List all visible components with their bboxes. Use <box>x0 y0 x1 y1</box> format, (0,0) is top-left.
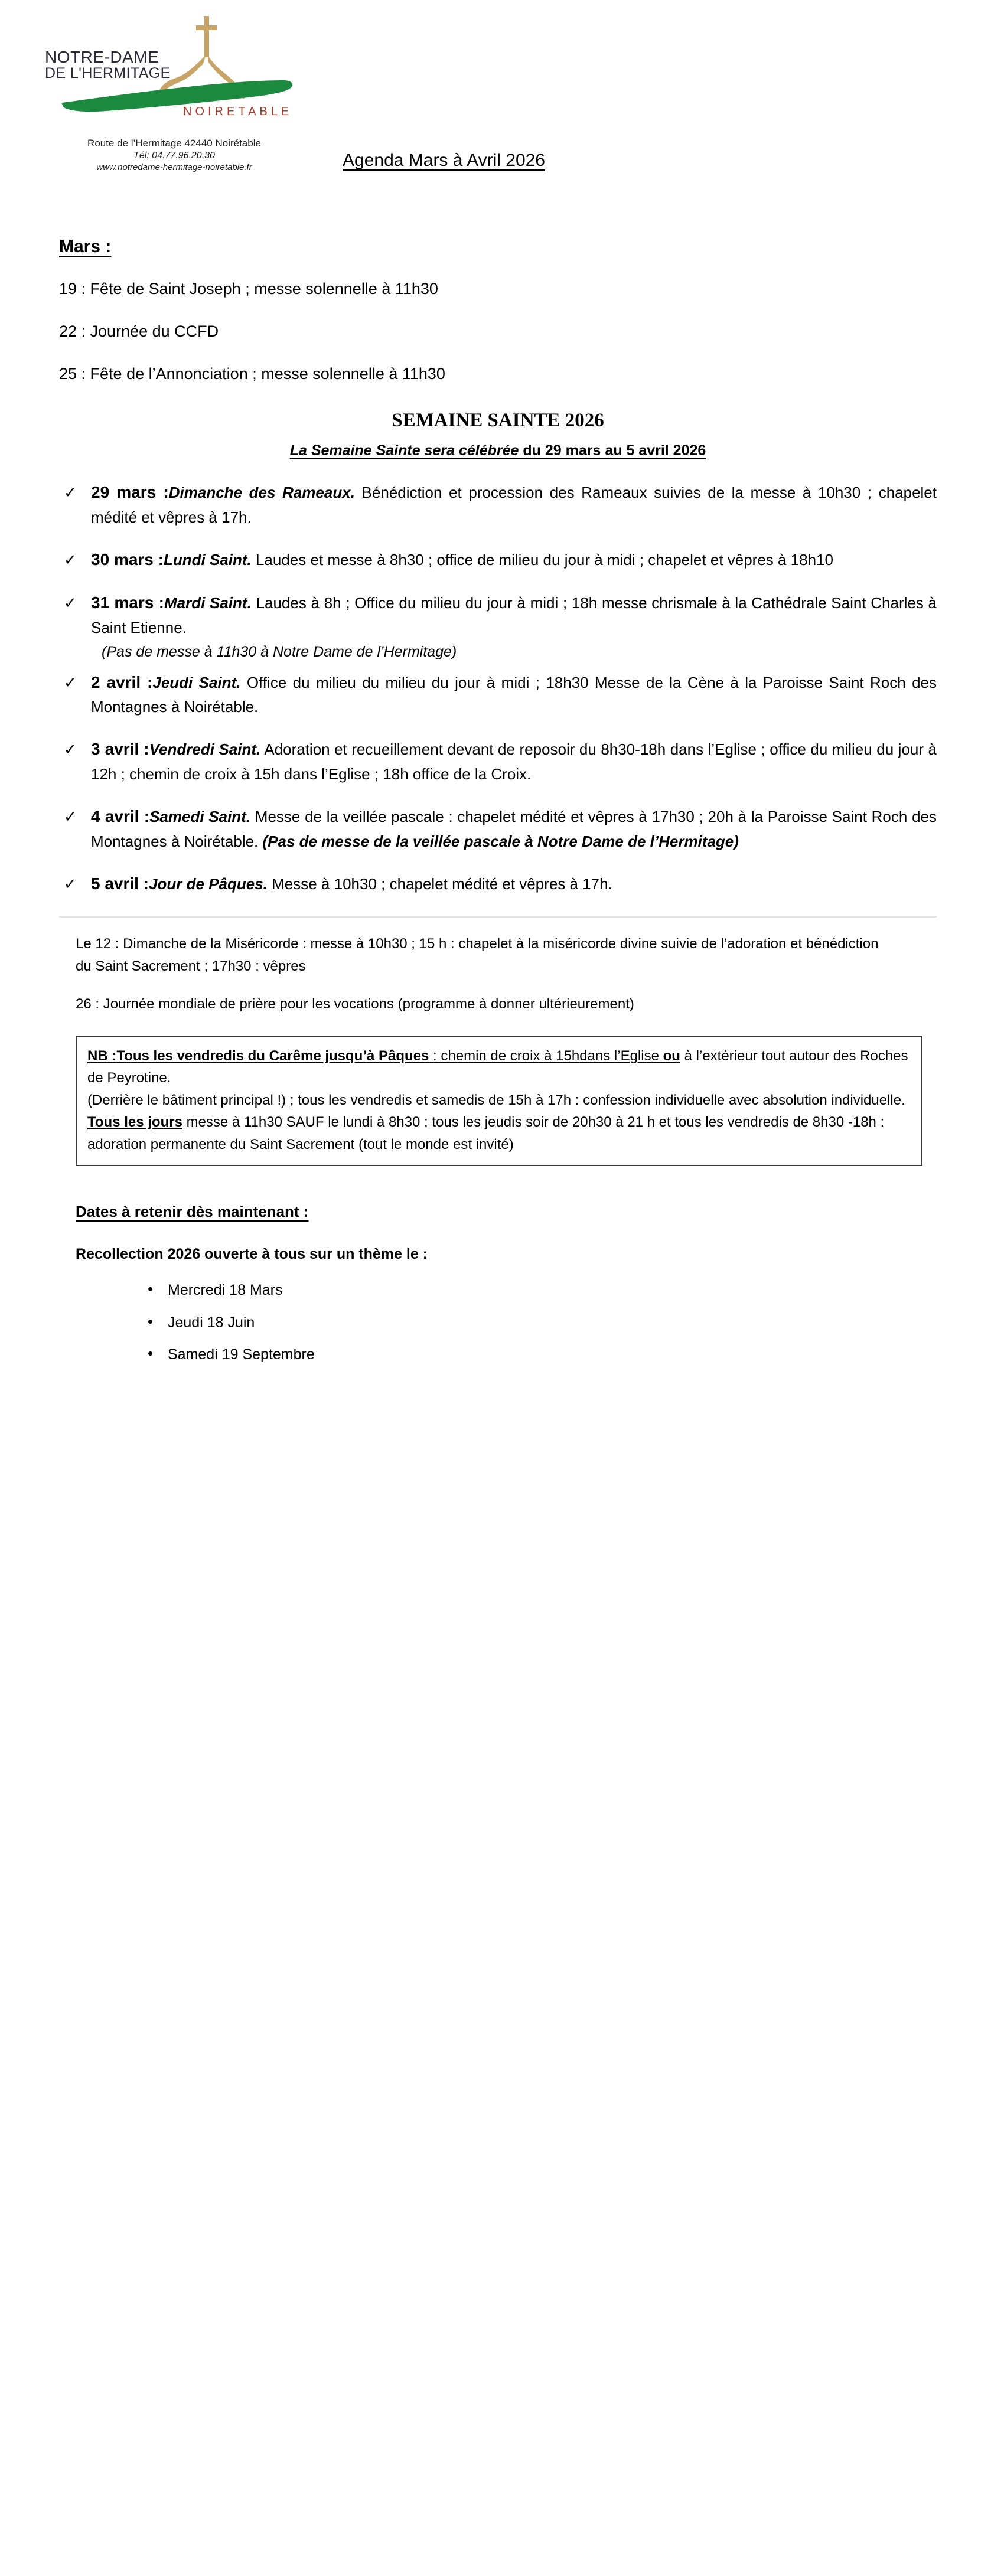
list-item: • Jeudi 18 Juin <box>148 1313 937 1333</box>
check-icon: ✓ <box>64 874 77 893</box>
check-icon: ✓ <box>64 808 77 826</box>
nb-line-1 <box>87 1045 911 1089</box>
march-entry-25: 25 : Fête de l’Annonciation ; messe solennelle à 11h30 <box>59 364 445 383</box>
organization-address-block <box>35 137 313 173</box>
logo-artwork <box>35 6 313 133</box>
item-day: Lundi Saint. <box>163 550 252 569</box>
nb-notice-box <box>76 1036 922 1166</box>
item-day: Jour de Pâques. <box>149 874 268 893</box>
logo-line-2: DE L'HERMITAGE <box>45 65 171 82</box>
document-body <box>0 237 991 1364</box>
nb-bold-underline: Tous les vendredis du Carême jusqu’à Pâques <box>116 1047 429 1064</box>
holy-week-item-31-mars <box>59 590 937 663</box>
page-title: Agenda Mars à Avril 2026 <box>343 151 545 170</box>
item-day: Vendredi Saint. <box>149 740 261 759</box>
recollection-dates-list <box>59 1281 937 1364</box>
holy-week-subtitle <box>59 442 937 459</box>
item-date: 4 avril : <box>91 807 150 826</box>
section-heading-mars: Mars : <box>59 237 112 256</box>
item-text: Laudes et messe à 8h30 ; office de milieu du jour à midi ; chapelet et vêpres à 18h10 <box>251 550 833 569</box>
nb-line3-rest: messe à 11h30 SAUF le lundi à 8h30 ; tous les jeudis soir de 20h30 à 21 h et tous les vendredis de 8h30 -18h : adoration permanente du Saint Sacrement (tout le monde est invité) <box>87 1114 885 1152</box>
holy-week-item-4-avril <box>59 804 937 853</box>
logo-place-name: NOIRETABLE <box>183 105 293 118</box>
holy-week-item-3-avril <box>59 736 937 786</box>
item-text: Messe de la veillée pascale : chapelet médité et vêpres à 17h30 ; 20h à la Paroisse Saint Roch des Montagnes à Noirétable. <box>91 808 937 850</box>
list-item: • Mercredi 18 Mars <box>148 1281 937 1300</box>
nb-line-2: (Derrière le bâtiment principal !) ; tous les vendredis et samedis de 15h à 17h : confession individuelle avec absolution individuelle. <box>87 1092 905 1108</box>
item-text: Bénédiction et procession des Rameaux suivies de la messe à 10h30 ; chapelet médité et vêpres à 17h. <box>91 484 937 526</box>
april-entry-12: Le 12 : Dimanche de la Miséricorde : messe à 10h30 ; 15 h : chapelet à la miséricorde divine suivie de l’adoration et bénédiction du Saint Sacrement ; 17h30 : vêpres <box>76 936 879 975</box>
item-day: Mardi Saint. <box>164 594 252 612</box>
holy-week-item-2-avril <box>59 670 937 719</box>
item-day: Dimanche des Rameaux. <box>168 484 355 502</box>
check-icon: ✓ <box>64 673 77 691</box>
item-text: Office du milieu du milieu du jour à midi ; 18h30 Messe de la Cène à la Paroisse Saint Roch des Montagnes à Noirétable. <box>91 673 937 716</box>
item-date: 29 mars : <box>91 483 169 502</box>
march-entry-19: 19 : Fête de Saint Joseph ; messe solennelle à 11h30 <box>59 280 438 298</box>
item-date: 5 avril : <box>91 874 149 893</box>
section-divider <box>59 916 937 918</box>
logo-wordmark <box>45 48 171 81</box>
holy-week-subtitle-italic: La Semaine Sainte sera célébrée <box>289 442 519 459</box>
organization-logo <box>35 6 313 198</box>
nb-line-3 <box>87 1111 911 1155</box>
holy-week-subtitle-rest: du 29 mars au 5 avril 2026 <box>519 442 706 459</box>
item-date: 30 mars : <box>91 550 164 569</box>
logo-line-1: NOTRE-DAME <box>45 48 159 66</box>
march-entry-22: 22 : Journée du CCFD <box>59 322 219 340</box>
nb-line1-rest: : chemin de croix à 15h <box>429 1047 580 1064</box>
check-icon: ✓ <box>64 484 77 502</box>
nb-line1-ou: ou <box>663 1047 680 1064</box>
holy-week-item-5-avril <box>59 871 937 896</box>
document-header <box>0 0 991 204</box>
address-line: Route de l’Hermitage 42440 Noirétable <box>87 138 261 149</box>
nb-line3-bold: Tous les jours <box>87 1114 182 1131</box>
recollection-heading: Recollection 2026 ouverte à tous sur un thème le : <box>76 1246 428 1263</box>
item-text: Adoration et recueillement devant de reposoir du 8h30-18h dans l’Eglise ; office du milieu du jour à 12h ; chemin de croix à 15h dans l’Eglise ; 18h office de la Croix. <box>91 740 937 783</box>
website-line: www.notredame-hermitage-noiretable.fr <box>96 162 252 173</box>
nb-label: NB : <box>87 1047 117 1064</box>
item-text: Messe à 10h30 ; chapelet médité et vêpres à 17h. <box>267 874 612 893</box>
item-day: Samedi Saint. <box>149 808 251 826</box>
nb-line1-tail: dans l’Eglise <box>579 1047 663 1064</box>
item-day: Jeudi Saint. <box>152 673 241 691</box>
item-date: 2 avril : <box>91 672 153 691</box>
nb-line1-tail2: à l’extérieur tout autour des Roches de Peyrotine. <box>87 1047 908 1086</box>
item-note: (Pas de messe à 11h30 à Notre Dame de l’Hermitage) <box>102 644 457 661</box>
item-date: 3 avril : <box>91 740 149 759</box>
check-icon: ✓ <box>64 550 77 569</box>
phone-line: Tél: 04.77.96.20.30 <box>133 150 215 161</box>
holy-week-item-29-mars <box>59 479 937 529</box>
holy-week-list <box>59 479 937 896</box>
item-inline-note: (Pas de messe de la veillée pascale à Notre Dame de l’Hermitage) <box>262 832 739 850</box>
holy-week-item-30-mars <box>59 547 937 572</box>
item-date: 31 mars : <box>91 593 164 612</box>
item-text: Laudes à 8h ; Office du milieu du jour à midi ; 18h messe chrismale à la Cathédrale Saint Charles à Saint Etienne. <box>91 594 937 636</box>
check-icon: ✓ <box>64 740 77 759</box>
check-icon: ✓ <box>64 594 77 612</box>
dates-to-remember-heading: Dates à retenir dès maintenant : <box>76 1203 309 1221</box>
holy-week-title: SEMAINE SAINTE 2026 <box>392 410 604 432</box>
april-entry-26: 26 : Journée mondiale de prière pour les vocations (programme à donner ultérieurement) <box>76 996 634 1013</box>
list-item: • Samedi 19 Septembre <box>148 1345 937 1364</box>
